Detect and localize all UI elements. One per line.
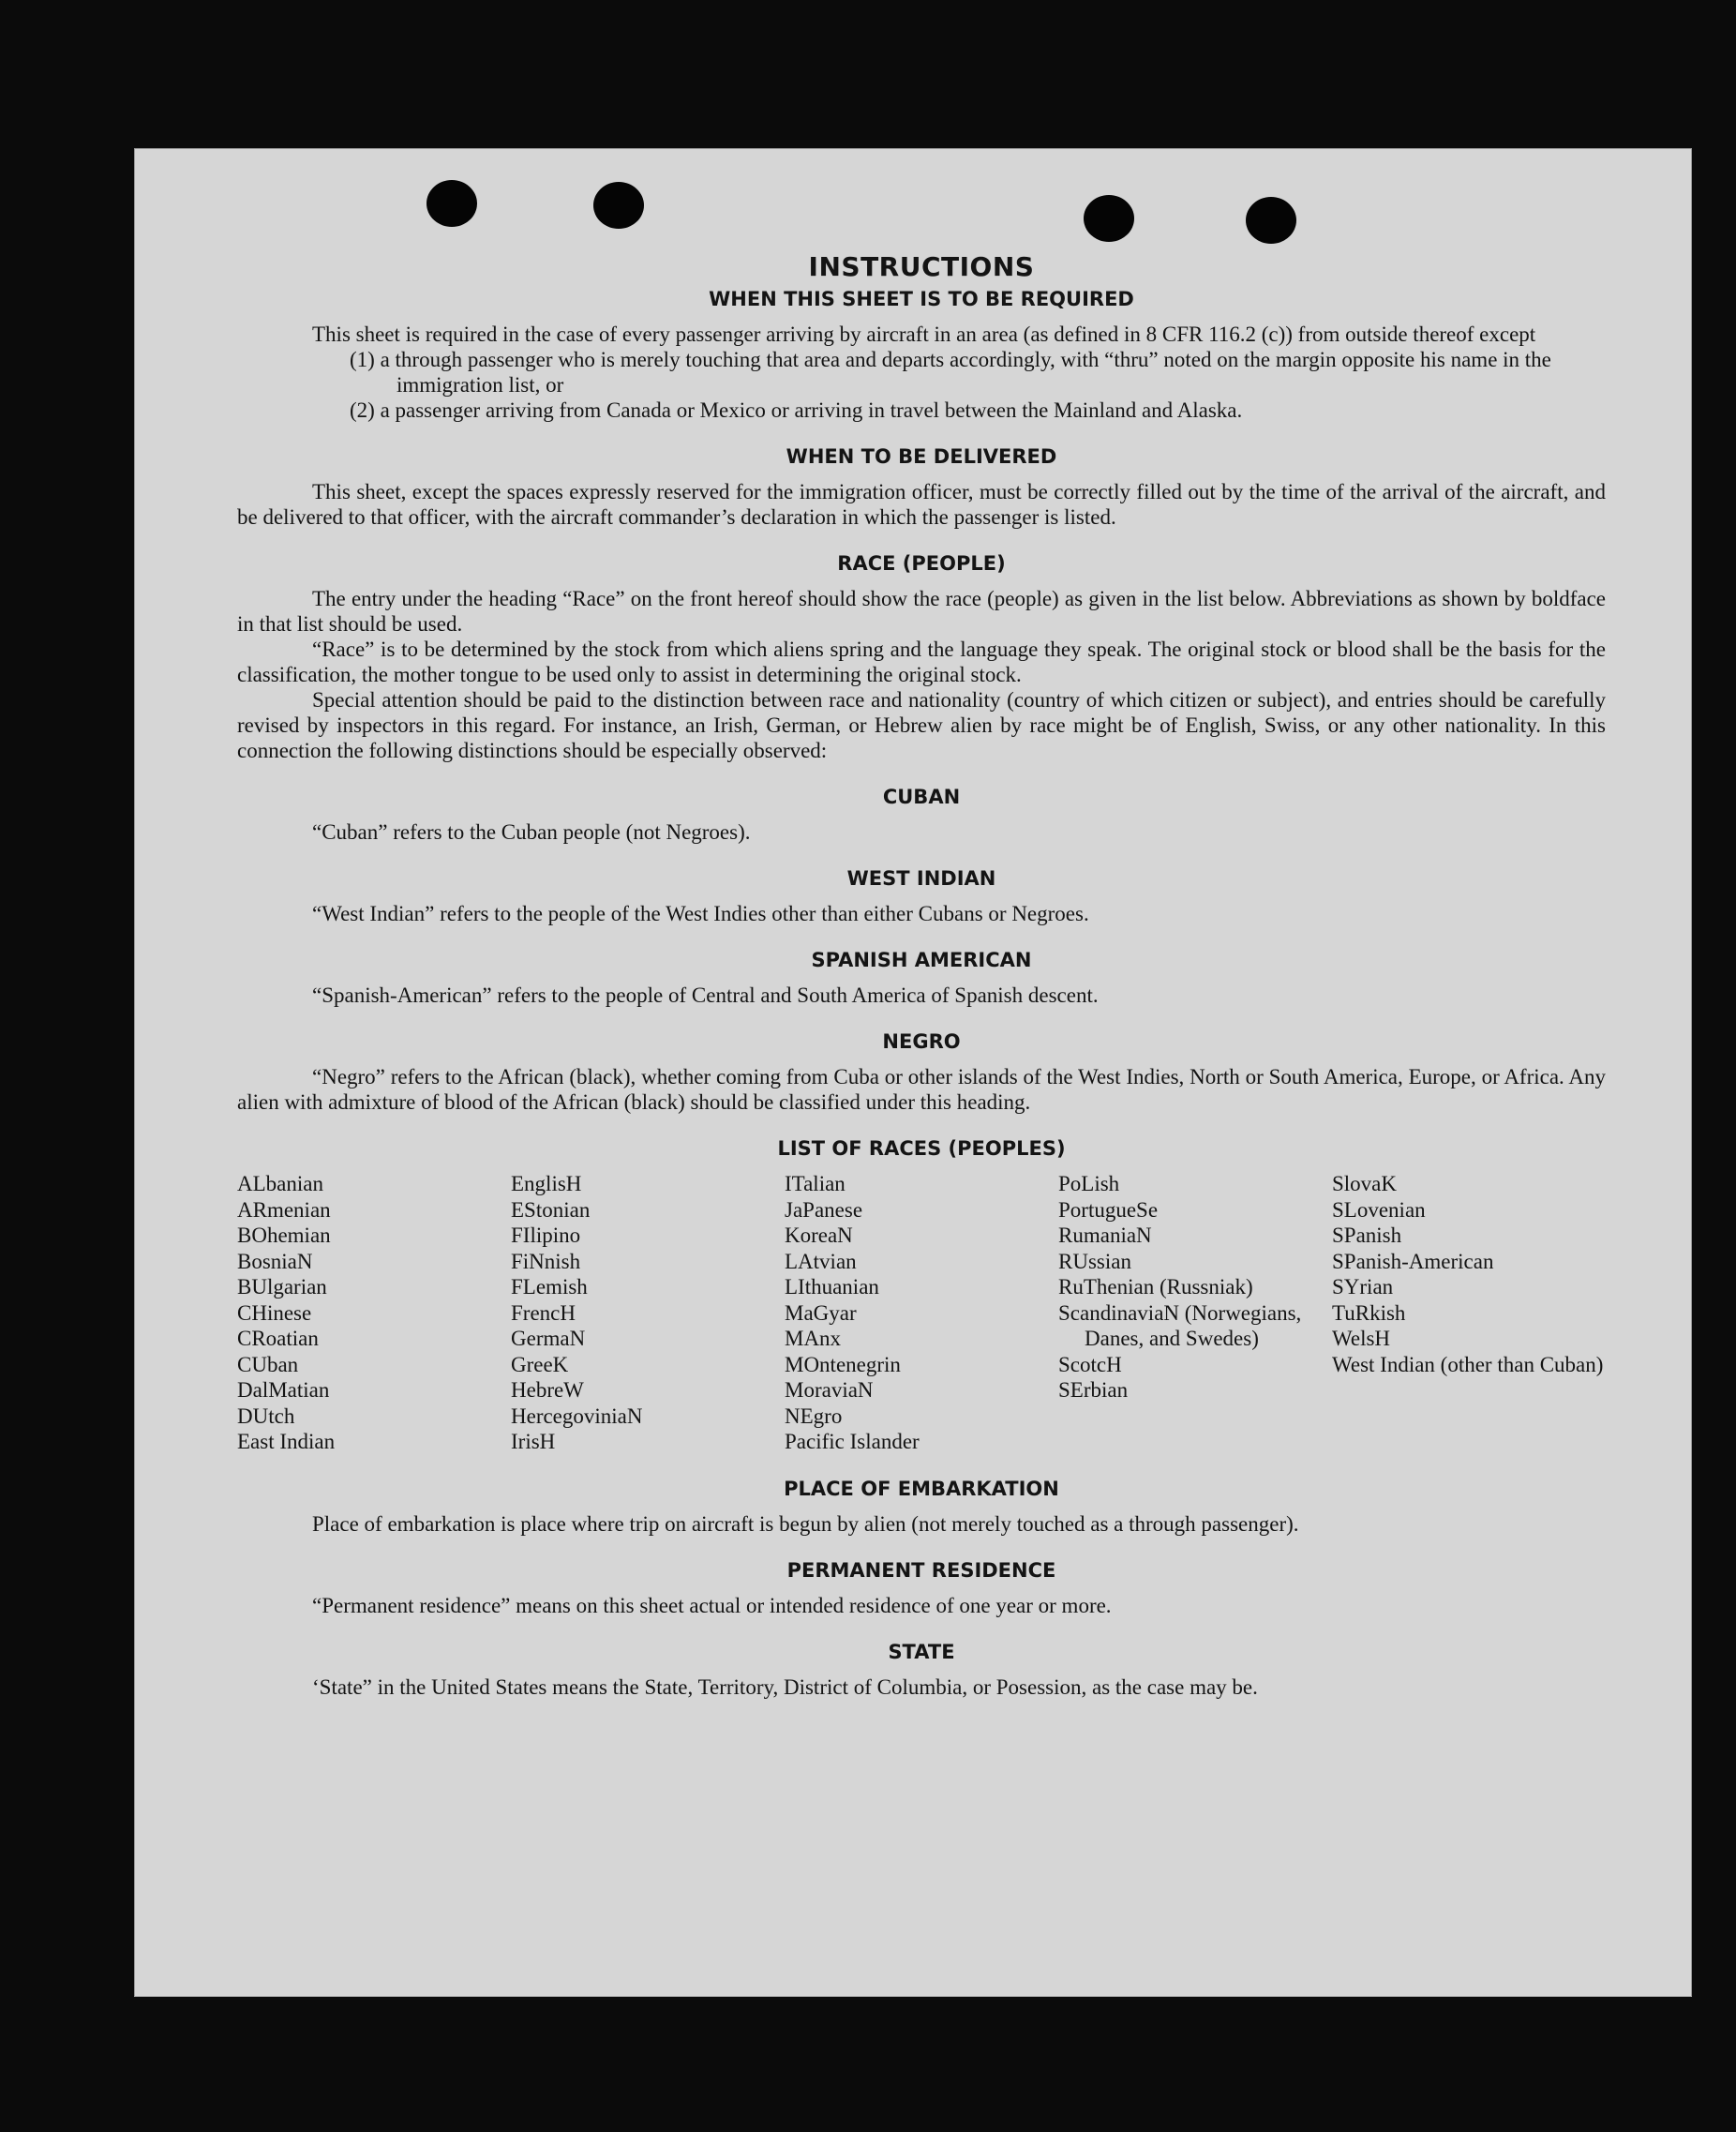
list-item: SLovenian <box>1332 1197 1426 1222</box>
list-item: DUtch <box>237 1404 295 1428</box>
heading-list-of-races: LIST OF RACES (PEOPLES) <box>777 1137 1066 1160</box>
list-item: SYrian <box>1332 1275 1394 1299</box>
list-item: FLemish <box>511 1275 588 1299</box>
punch-hole <box>1084 195 1134 242</box>
list-item: MAnx <box>785 1327 842 1350</box>
list-item: JaPanese <box>785 1197 863 1222</box>
document-page <box>134 148 1692 1997</box>
page-title: INSTRUCTIONS <box>808 251 1035 282</box>
heading-permanent-residence: PERMANENT RESIDENCE <box>786 1558 1056 1582</box>
races-column-2 <box>511 1171 785 1455</box>
list-item: West Indian (other than Cuban) <box>1332 1352 1604 1376</box>
heading-state: STATE <box>888 1640 955 1663</box>
list-item: TuRkish <box>1332 1300 1406 1325</box>
list-item: EStonian <box>511 1197 591 1222</box>
list-item: GermaN <box>511 1327 586 1350</box>
list-item: FrencH <box>511 1300 576 1325</box>
list-item: EnglisH <box>511 1172 582 1195</box>
list-item: RumaniaN <box>1058 1224 1152 1247</box>
list-item: SPanish <box>1332 1224 1402 1247</box>
list-item: KoreaN <box>785 1224 853 1247</box>
list-item: SlovaK <box>1332 1172 1397 1195</box>
list-item: CRoatian <box>237 1327 319 1350</box>
heading-delivered: WHEN TO BE DELIVERED <box>786 445 1057 468</box>
list-item: PortugueSe <box>1058 1197 1159 1222</box>
list-item: SPanish-American <box>1332 1249 1494 1273</box>
list-item: NEgro <box>785 1404 843 1428</box>
heading-embarkation: PLACE OF EMBARKATION <box>784 1477 1059 1500</box>
list-item: CHinese <box>237 1300 312 1325</box>
heading-negro: NEGRO <box>882 1030 961 1053</box>
list-item: RUssian <box>1058 1249 1131 1273</box>
list-item: WelsH <box>1332 1327 1391 1350</box>
list-item: SErbian <box>1058 1378 1129 1402</box>
races-column-3 <box>785 1171 1058 1455</box>
heading-cuban: CUBAN <box>882 786 961 808</box>
punch-hole <box>427 180 477 227</box>
list-item: ALbanian <box>237 1172 323 1195</box>
list-item: BUlgarian <box>237 1275 327 1299</box>
races-table <box>237 1171 1606 1455</box>
list-item: LAtvian <box>785 1249 857 1273</box>
races-column-1 <box>237 1171 511 1455</box>
list-item: ScotcH <box>1058 1352 1122 1376</box>
punch-hole <box>1246 197 1296 244</box>
list-item: MaGyar <box>785 1300 857 1325</box>
list-item: ARmenian <box>237 1197 331 1222</box>
races-column-4 <box>1058 1171 1332 1455</box>
list-item: FiNnish <box>511 1249 581 1273</box>
list-item: GreeK <box>511 1352 569 1376</box>
heading-spanish-american: SPANISH AMERICAN <box>811 949 1032 971</box>
list-item: ScandinaviaN (Norwegians, Danes, and Swedes) <box>1058 1300 1302 1350</box>
races-column-5 <box>1332 1171 1606 1455</box>
list-item: BosniaN <box>237 1249 313 1273</box>
list-item: ITalian <box>785 1172 846 1195</box>
list-item: HebreW <box>511 1378 584 1402</box>
list-item: East Indian <box>237 1430 336 1453</box>
list-item: DalMatian <box>237 1378 330 1402</box>
heading-west-indian: WEST INDIAN <box>846 867 996 890</box>
heading-required: WHEN THIS SHEET IS TO BE REQUIRED <box>709 288 1134 310</box>
list-item: CUban <box>237 1352 299 1376</box>
list-item: Pacific Islander <box>785 1430 920 1453</box>
list-item: IrisH <box>511 1430 556 1453</box>
list-item: FIlipino <box>511 1224 581 1247</box>
list-item: MoraviaN <box>785 1378 874 1402</box>
list-item: RuThenian (Russniak) <box>1058 1275 1253 1299</box>
exception-list: (1) a through passenger who is merely touching that area and departs accordingly, with “thru” noted on the margin opposite his name in the immigration list, or (2) a passenger arriving from Canada or Mexico or arriving in travel between the Mainland and Alaska. <box>350 348 1551 422</box>
instructions-text: INSTRUCTIONS WHEN THIS SHEET IS TO BE REQUIRED This sheet is required in the case of every passenger arriving by aircraft in an area (as defined in 8 CFR 116.2 (c)) from outside thereof except (1) a through passenger who is merely touching that area and departs accordingly, with “thru” noted on the margin opposite his name in the immigration list, or (2) a passenger arriving from Canada or Mexico or arriving in travel between the Mainland and Alaska. WHEN TO BE DELIVERED This sheet, except the spaces expressly reserved for the immigration officer, must be correctly filled out by the time of the arrival of the aircraft, and be delivered to that officer, with the aircraft commander’s declaration in which the passenger is listed. RACE (PEOPLE) The entry under the heading “Race” on the front hereof should show the race (people) as given in the list below. Abbreviations as shown by boldface in that list should be used. “Race” is to be determined by the stock from which aliens spring and the language they speak. The original stock or blood shall be the basis for the classification, the mother tongue to be used only to assist in determining the original stock. Special attention should be paid to the distinction between race and nationality (country of which citizen or subject), and entries should be carefully revised by inspectors in this regard. For instance, an Irish, German, or Hebrew alien by race might be of English, Swiss, or any other nationality. In this connection the following distinctions should be especially observed: CUBAN “Cuban” refers to the Cuban people (not Negroes). WEST INDIAN “West Indian” refers to the people of the West Indies other than either Cubans or Negroes. SPANISH AMERICAN “Spanish-American” refers to the people of Central and South America of Spanish descent. NEGRO “Negro” refers to the African (black), whether coming from Cuba or other islands of the West Indies, North or South America, Europe, or Africa. Any alien with admixture of blood of the African (black) should be classified under this heading. LIST OF RACES (PEOPLES) ALbanian ARmenian BOhemian BosniaN BUlgarian CHinese CRoatian CUban DalMatian DUtch East Indian EnglisH EStonian FIlipino FiNnish FLemish FrencH GermaN GreeK HebreW HercegoviniaN IrisH ITalian JaPanese KoreaN LAtvian LIthuanian MaGyar MAnx MOntenegrin MoraviaN NEgro Pacific Islander PoLish PortugueSe RumaniaN RUssian RuThenian (Russniak) ScandinaviaN (Norwegians, Danes, and Swedes) ScotcH SErbian SlovaK SLovenian SPanish SPanish-American SYrian TuRkish WelsH West Indian (other than Cuban) PLACE OF EMBARKATION Place of embarkation is place where trip on aircraft is begun by alien (not merely touched as a through passenger). PERMANENT RESIDENCE “Permanent residence” means on this sheet actual or intended residence of one year or more. STATE ‘State” in the United States means the State, Territory, District of Columbia, or Posession, as the case may be. <box>237 251 1606 1699</box>
list-item: MOntenegrin <box>785 1352 901 1376</box>
list-item: LIthuanian <box>785 1275 879 1299</box>
punch-hole <box>593 182 644 229</box>
list-item: HercegoviniaN <box>511 1404 643 1428</box>
list-item: PoLish <box>1058 1172 1120 1195</box>
heading-race: RACE (PEOPLE) <box>837 552 1006 575</box>
list-item: BOhemian <box>237 1224 331 1247</box>
